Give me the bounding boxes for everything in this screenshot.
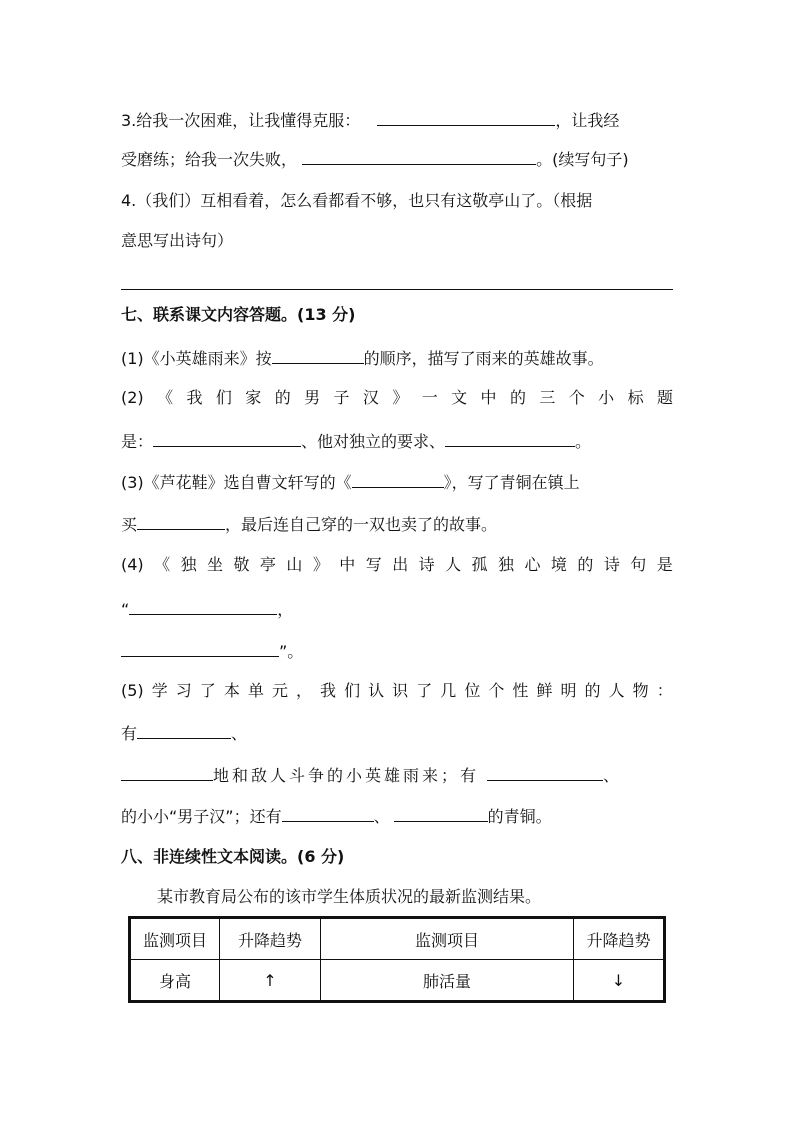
s7-item4-char: 山 [286, 555, 303, 574]
s7-item3-text-c: 买 [121, 515, 138, 534]
s7-item5-char: 人 [608, 681, 625, 700]
s7-item1 [121, 345, 604, 371]
table-header-cell: 监测项目 [130, 918, 220, 960]
s7-item5-line2 [121, 720, 247, 746]
s7-item5-char: ： [656, 681, 673, 700]
s7-item5-char: 元 [271, 681, 288, 700]
s7-item2-char: 》 [392, 388, 409, 407]
table-header-cell: 升降趋势 [574, 918, 665, 960]
s7-item5-char: 位 [464, 681, 481, 700]
s7-item4-char: 的 [577, 555, 594, 574]
s7-item4-char: 孤 [471, 555, 488, 574]
s7-item4-char: 敬 [233, 555, 250, 574]
s7-item4-char: 句 [630, 555, 647, 574]
s7-item5-char: ， [295, 681, 312, 700]
s7-item2-text-c: 。 [575, 432, 592, 451]
s7-item5-char: 物 [632, 681, 649, 700]
s7-item4-char: 《 [154, 555, 171, 574]
s7-item4-line2 [121, 596, 293, 622]
s7-item2-char: 的 [509, 388, 526, 407]
s7-item5-line4 [121, 803, 552, 829]
s7-item3-blank-1[interactable] [352, 469, 444, 488]
s7-item5-text-c: 地和敌人斗争的小英雄雨来；有 [213, 766, 480, 785]
s7-item4-char: 独 [180, 555, 197, 574]
section8-intro: 某市教育局公布的该市学生体质状况的最新监测结果。 [157, 887, 542, 906]
s7-item2-char: 们 [215, 388, 232, 407]
table-cell: 肺活量 [321, 960, 574, 1002]
s7-item2-char: 三 [539, 388, 556, 407]
q3-line-1 [121, 107, 619, 133]
s7-item5-text-f: 、 [373, 807, 390, 826]
s7-item5-char: 认 [368, 681, 385, 700]
s7-item4-char: 写 [365, 555, 382, 574]
s7-item2-line2 [121, 428, 591, 454]
s7-item1-text-a: (1)《小英雄雨来》按 [121, 349, 272, 368]
s7-item2-char: 个 [568, 388, 585, 407]
s7-item5-blank-2[interactable] [121, 762, 213, 781]
s7-item3-line1 [121, 469, 580, 495]
s7-item5-line3 [121, 762, 673, 788]
s7-item5-char: 几 [440, 681, 457, 700]
s7-item5-char: 了 [199, 681, 216, 700]
s7-item4-char: 中 [339, 555, 356, 574]
s7-item5-char: 我 [320, 681, 337, 700]
s7-item2-blank-1[interactable] [153, 428, 301, 447]
s7-item2-char: 子 [333, 388, 350, 407]
s7-item3-text-a: (3)《芦花鞋》选自曹文轩写的《 [121, 473, 352, 492]
s7-item5-char: 单 [247, 681, 264, 700]
s7-item2-char: 男 [304, 388, 321, 407]
q3-line-2 [121, 146, 629, 172]
section8-title: 八、非连续性文本阅读。(6 分) [121, 847, 345, 866]
s7-item5-char: 本 [223, 681, 240, 700]
s7-item4-text-c: ”。 [279, 642, 304, 661]
q3-text-c: 受磨练；给我一次失败， [121, 150, 298, 169]
table-cell: ↑ [220, 960, 321, 1002]
section7-title: 七、联系课文内容答题。(13 分) [121, 305, 356, 324]
table-cell: ↓ [574, 960, 665, 1002]
s7-item5-char: 习 [175, 681, 192, 700]
s7-item5-char: 学 [151, 681, 168, 700]
s7-item4-char: 出 [392, 555, 409, 574]
s7-item2-line1 [121, 386, 673, 410]
s7-item4-text-a: “ [121, 600, 130, 619]
q3-blank-1[interactable] [377, 107, 555, 126]
q4-answer-line[interactable] [121, 289, 673, 290]
s7-item2-char: 题 [656, 388, 673, 407]
s7-item5-char: 了 [416, 681, 433, 700]
table-cell: 身高 [130, 960, 220, 1002]
s7-item2-char: 小 [598, 388, 615, 407]
s7-item4-char: 坐 [207, 555, 224, 574]
fitness-table [128, 916, 666, 1003]
s7-item3-blank-2[interactable] [137, 511, 225, 530]
s7-item5-text-b: 、 [231, 724, 248, 743]
s7-item5-text-a: 有 [121, 724, 138, 743]
q3-blank-2[interactable] [302, 146, 536, 165]
s7-item5-blank-3[interactable] [487, 762, 603, 781]
q3-text-a: 3.给我一次困难，让我懂得克服： [121, 111, 361, 130]
s7-item4-char: 心 [524, 555, 541, 574]
s7-item5-char: 个 [488, 681, 505, 700]
s7-item2-char: 一 [421, 388, 438, 407]
s7-item5-text-d: 、 [603, 766, 620, 785]
s7-item3-line2 [121, 511, 497, 537]
s7-item5-char: 的 [584, 681, 601, 700]
table-header-cell: 监测项目 [321, 918, 574, 960]
s7-item2-char: 文 [451, 388, 468, 407]
s7-item1-blank[interactable] [272, 345, 364, 364]
s7-item4-char: (4) [121, 555, 144, 574]
s7-item5-char: 明 [560, 681, 577, 700]
s7-item5-blank-1[interactable] [137, 720, 231, 739]
s7-item2-char: 的 [274, 388, 291, 407]
s7-item5-text-g: 的青铜。 [487, 807, 552, 826]
s7-item4-char: 诗 [418, 555, 435, 574]
s7-item2-char: 《 [157, 388, 174, 407]
s7-item2-blank-2[interactable] [445, 428, 575, 447]
q4-line-1: 4.（我们）互相看着，怎么看都看不够，也只有这敬亭山了。（根据 [121, 191, 593, 210]
s7-item4-char: 人 [445, 555, 462, 574]
s7-item2-text-a: 是： [121, 432, 154, 451]
s7-item2-char: 汉 [362, 388, 379, 407]
s7-item2-char: 标 [627, 388, 644, 407]
s7-item4-blank-1[interactable] [129, 596, 277, 615]
s7-item2-text-b: 、他对独立的要求、 [301, 432, 446, 451]
s7-item1-text-b: 的顺序，描写了雨来的英雄故事。 [363, 349, 604, 368]
s7-item4-char: 亭 [259, 555, 276, 574]
s7-item3-text-b: 》，写了青铜在镇上 [443, 473, 580, 492]
s7-item5-char: 们 [344, 681, 361, 700]
s7-item5-char: (5) [121, 681, 144, 700]
s7-item4-char: 诗 [603, 555, 620, 574]
s7-item5-char: 鲜 [536, 681, 553, 700]
s7-item4-line3 [121, 638, 303, 664]
s7-item5-text-e: 的小小“男子汉”；还有 [121, 807, 282, 826]
table-row [130, 960, 665, 1002]
q4-line-2: 意思写出诗句） [121, 231, 234, 250]
s7-item2-char: 我 [186, 388, 203, 407]
q3-text-d: 。(续写句子) [536, 150, 629, 169]
s7-item5-line1 [121, 679, 673, 703]
q3-text-b: ，让我经 [555, 111, 620, 130]
s7-item2-char: (2) [121, 388, 144, 407]
s7-item5-blank-5[interactable] [394, 803, 488, 822]
s7-item4-line1 [121, 553, 673, 577]
s7-item4-text-b: ， [277, 600, 294, 619]
s7-item2-char: 中 [480, 388, 497, 407]
table-header-cell: 升降趋势 [220, 918, 321, 960]
s7-item5-blank-4[interactable] [282, 803, 374, 822]
s7-item2-char: 家 [245, 388, 262, 407]
table-header-row [130, 918, 665, 960]
s7-item5-char: 识 [392, 681, 409, 700]
s7-item4-char: 是 [656, 555, 673, 574]
s7-item4-char: 境 [550, 555, 567, 574]
s7-item4-char: 》 [312, 555, 329, 574]
s7-item5-char: 性 [512, 681, 529, 700]
s7-item4-blank-2[interactable] [121, 638, 279, 657]
s7-item4-char: 独 [498, 555, 515, 574]
s7-item3-text-d: ，最后连自己穿的一双也卖了的故事。 [225, 515, 498, 534]
